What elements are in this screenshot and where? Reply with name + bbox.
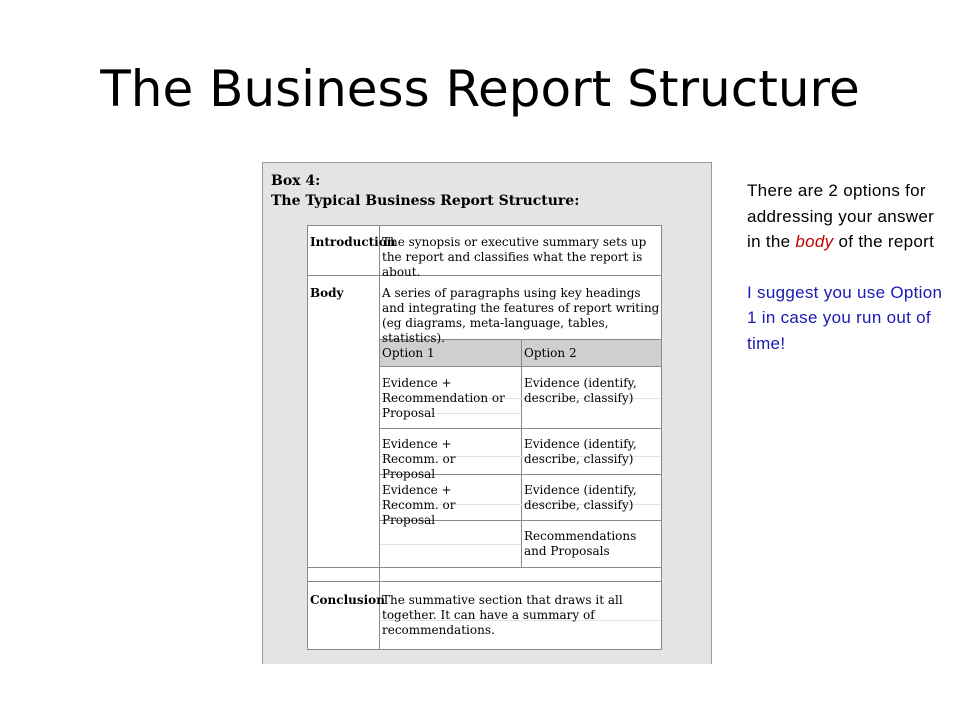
option-2-row-4: Recommendations and Proposals bbox=[524, 529, 637, 558]
body-text: A series of paragraphs using key headings and integrating the features of report writing (eg diagrams, meta-language, tables, statistics). bbox=[382, 286, 660, 345]
box-heading bbox=[271, 171, 701, 211]
note-text-before: There are 2 options for addressing your answer in the bbox=[747, 181, 935, 251]
option-2-row-2: Evidence (identify, describe, classify) bbox=[524, 437, 637, 466]
option-2-row-1: Evidence (identify, describe, classify) bbox=[524, 376, 637, 405]
box-title: The Typical Business Report Structure: bbox=[271, 193, 580, 209]
introduction-label: Introduction bbox=[310, 235, 396, 249]
side-note bbox=[747, 178, 952, 356]
option-2-header: Option 2 bbox=[524, 346, 577, 360]
option-1-row-3: Evidence + Recomm. or Proposal bbox=[382, 483, 456, 527]
options-note bbox=[747, 178, 952, 255]
option-2-row-3: Evidence (identify, describe, classify) bbox=[524, 483, 637, 512]
body-label: Body bbox=[310, 286, 344, 300]
note-emphasis-body: body bbox=[795, 232, 834, 251]
report-structure-table bbox=[307, 225, 662, 650]
box-number: Box 4: bbox=[271, 173, 321, 189]
note-text-after: of the report bbox=[838, 232, 935, 251]
option-1-row-2: Evidence + Recomm. or Proposal bbox=[382, 437, 456, 481]
option-1-header: Option 1 bbox=[382, 346, 435, 360]
introduction-text: The synopsis or executive summary sets up the report and classifies what the report is about. bbox=[382, 235, 647, 279]
conclusion-text: The summative section that draws it all together. It can have a summary of recommendations. bbox=[382, 593, 623, 637]
report-structure-box bbox=[262, 162, 712, 664]
suggestion-note: I suggest you use Option 1 in case you run out of time! bbox=[747, 282, 943, 353]
option-1-row-1: Evidence + Recommendation or Proposal bbox=[382, 376, 505, 420]
slide-title: The Business Report Structure bbox=[100, 60, 860, 118]
conclusion-label: Conclusion bbox=[310, 593, 385, 607]
